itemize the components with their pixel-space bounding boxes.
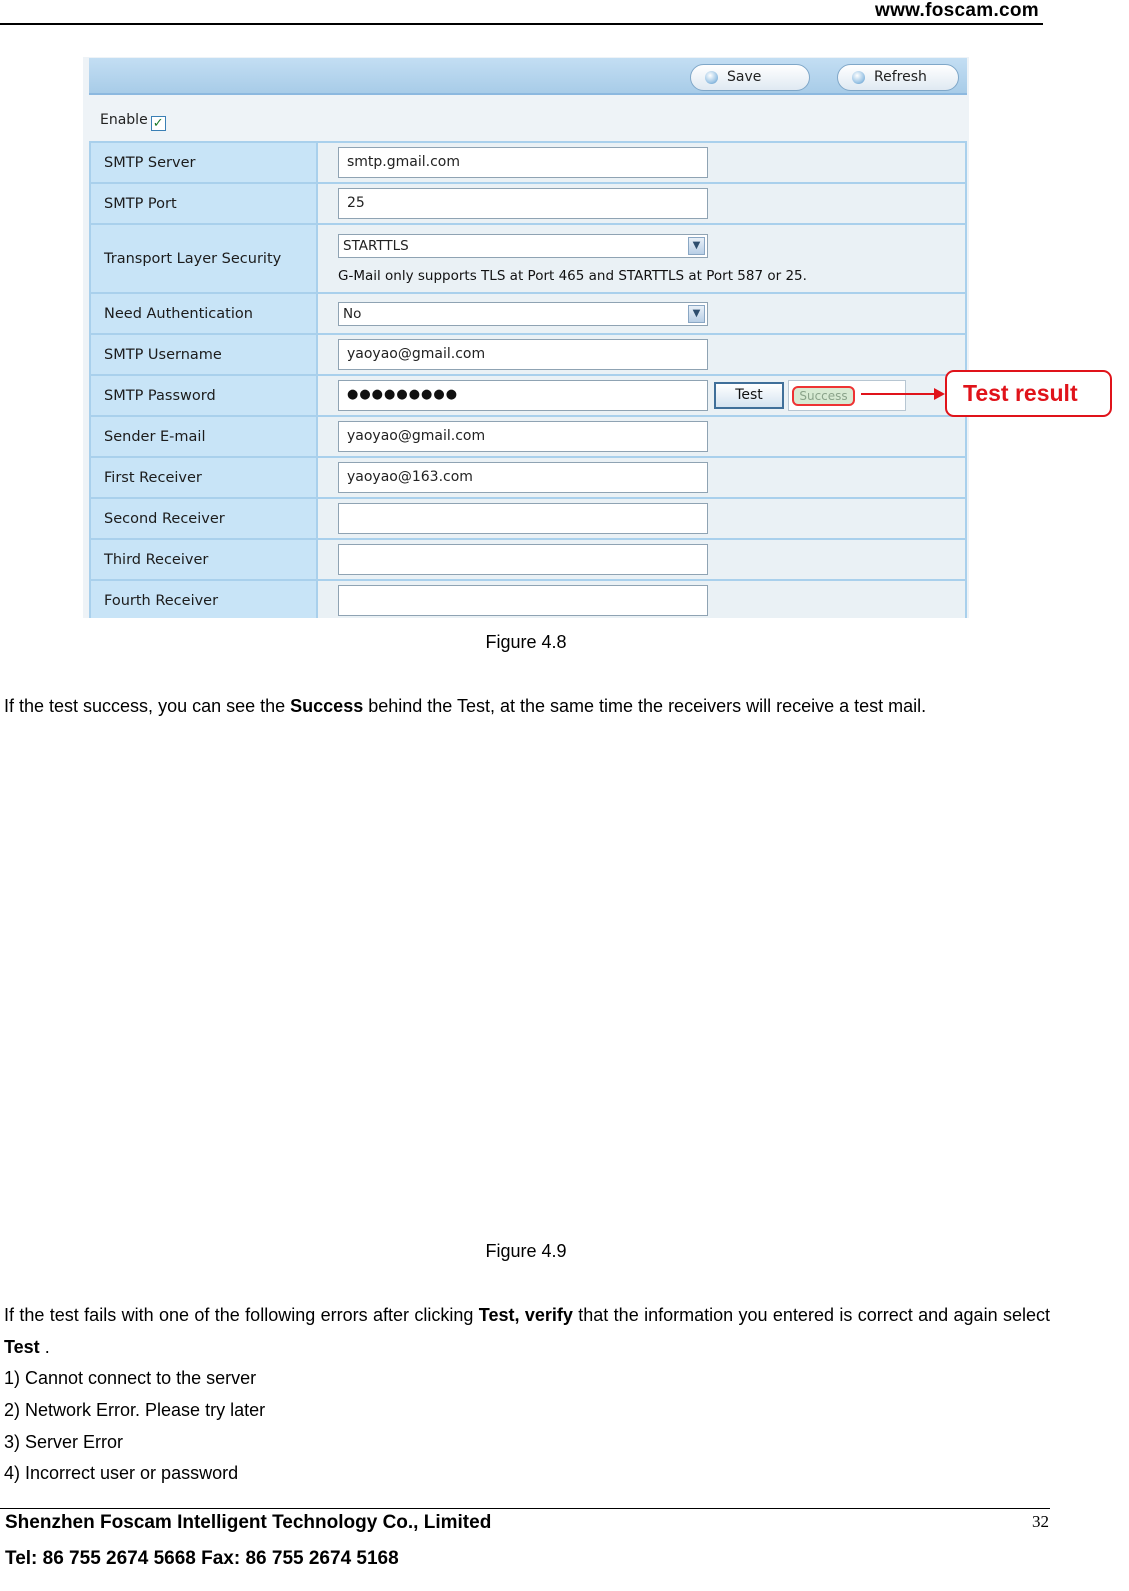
footer-contact: Tel: 86 755 2674 5668 Fax: 86 755 2674 5168 [5, 1548, 399, 1569]
para1-bold: Success [290, 696, 364, 716]
smtp-password-label: SMTP Password [90, 375, 317, 416]
form-row [90, 293, 966, 334]
form-row [90, 580, 966, 618]
need-auth-select[interactable] [338, 302, 708, 326]
need-auth-value: No [343, 305, 362, 322]
test-button[interactable]: Test [714, 382, 784, 409]
need-auth-label: Need Authentication [90, 293, 317, 334]
second-receiver-input[interactable] [338, 503, 708, 534]
tls-value: STARTTLS [343, 237, 409, 254]
first-receiver-input[interactable]: yaoyao@163.com [338, 462, 708, 493]
refresh-button[interactable] [837, 64, 959, 91]
enable-label: Enable [100, 112, 148, 128]
form-row [90, 416, 966, 457]
refresh-icon [852, 71, 865, 84]
chevron-down-icon: ▼ [688, 237, 705, 255]
tls-select[interactable] [338, 234, 708, 258]
enable-checkbox[interactable]: ✓ [151, 116, 166, 131]
paragraph-failure [4, 1299, 1050, 1363]
fourth-receiver-input[interactable] [338, 585, 708, 616]
form-row [90, 375, 966, 416]
email-settings-screenshot [83, 57, 969, 618]
form-row [90, 457, 966, 498]
test-result-field [788, 380, 906, 411]
paragraph-success [4, 690, 1050, 722]
footer-rule [0, 1508, 1050, 1509]
para2-bold-test: Test [4, 1337, 40, 1357]
smtp-server-label: SMTP Server [90, 142, 317, 183]
form-row [90, 183, 966, 224]
smtp-password-input[interactable]: ●●●●●●●●● [338, 380, 708, 411]
tls-label: Transport Layer Security [90, 224, 317, 293]
first-receiver-label: First Receiver [90, 457, 317, 498]
refresh-label: Refresh [874, 69, 927, 85]
error-item: 3) Server Error [4, 1432, 124, 1452]
third-receiver-label: Third Receiver [90, 539, 317, 580]
para2-text: If the test fails with one of the following errors after clicking [4, 1305, 479, 1325]
fourth-receiver-label: Fourth Receiver [90, 580, 317, 618]
smtp-username-label: SMTP Username [90, 334, 317, 375]
para2-text-middle: that the information you entered is correct and again select [572, 1305, 1050, 1325]
figure-caption-4-9: Figure 4.9 [485, 1241, 567, 1261]
form-row [90, 539, 966, 580]
smtp-port-label: SMTP Port [90, 183, 317, 224]
tls-note: G-Mail only supports TLS at Port 465 and STARTTLS at Port 587 or 25. [338, 267, 807, 284]
test-result-success: Success [792, 386, 855, 406]
save-button[interactable] [690, 64, 810, 91]
header-url[interactable]: www.foscam.com [875, 0, 1039, 21]
enable-row [100, 112, 166, 131]
para2-bold-test-verify: Test, verify [478, 1305, 573, 1325]
save-label: Save [727, 69, 762, 85]
test-result-callout: Test result [945, 370, 1112, 417]
arrow-head-icon [934, 388, 945, 400]
form-row [90, 224, 966, 293]
second-receiver-label: Second Receiver [90, 498, 317, 539]
error-item: 4) Incorrect user or password [4, 1463, 239, 1483]
callout-arrow [861, 393, 941, 395]
header-rule [0, 23, 1043, 25]
figure-caption-4-8: Figure 4.8 [485, 632, 567, 652]
error-item: 2) Network Error. Please try later [4, 1400, 266, 1420]
page-number: 32 [1032, 1512, 1049, 1531]
smtp-form [89, 141, 967, 618]
chevron-down-icon: ▼ [688, 305, 705, 323]
para2-text-end: . [39, 1337, 50, 1357]
form-row [90, 334, 966, 375]
smtp-port-input[interactable]: 25 [338, 188, 708, 219]
error-item: 1) Cannot connect to the server [4, 1368, 257, 1388]
smtp-username-input[interactable]: yaoyao@gmail.com [338, 339, 708, 370]
save-icon [705, 71, 718, 84]
sender-email-input[interactable]: yaoyao@gmail.com [338, 421, 708, 452]
para1-text: If the test success, you can see the [4, 696, 291, 716]
form-row [90, 142, 966, 183]
footer-company: Shenzhen Foscam Intelligent Technology Co., Limited [5, 1512, 492, 1533]
toolbar [89, 58, 967, 95]
smtp-server-input[interactable]: smtp.gmail.com [338, 147, 708, 178]
para1-text-end: behind the Test, at the same time the receivers will receive a test mail. [363, 696, 927, 716]
form-row [90, 498, 966, 539]
sender-email-label: Sender E-mail [90, 416, 317, 457]
third-receiver-input[interactable] [338, 544, 708, 575]
